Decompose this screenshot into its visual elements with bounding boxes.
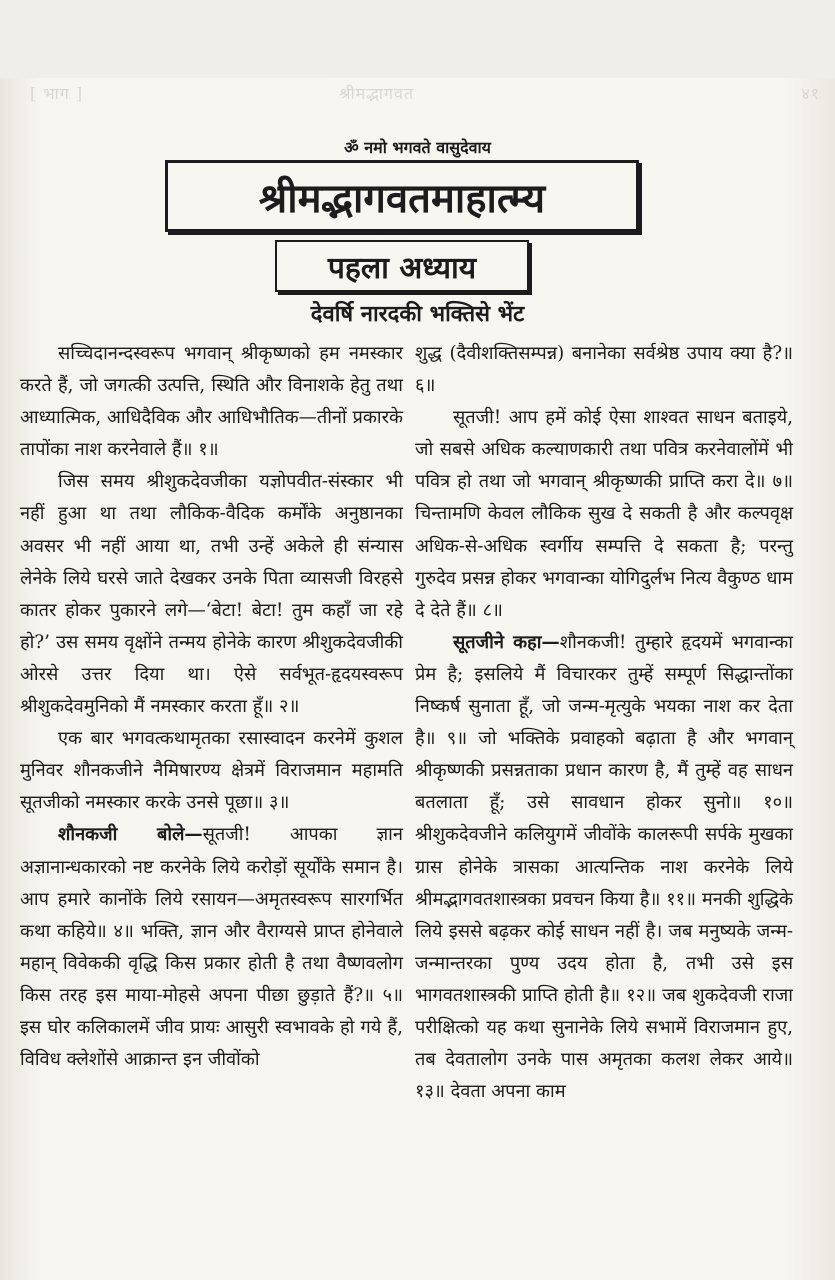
left-paragraph-4 — [20, 819, 403, 1076]
section-subtitle: देवर्षि नारदकी भक्तिसे भेंट — [310, 302, 525, 327]
chapter-heading: पहला अध्याय — [327, 250, 477, 286]
right-paragraph-2: सूतजी! आप हमें कोई ऐसा शाश्वत साधन बताइये, जो सबसे अधिक कल्याणकारी तथा पवित्र करनेवालोंमें भी पवित्र हो तथा जो भगवान् श्रीकृष्णकी प्राप्ति करा दे॥ ७॥ चिन्तामणि केवल लौकिक सुख दे सकती है और कल्पवृक्ष अधिक-से-अधिक स्वर्गीय सम्पत्ति दे सकता है; परन्तु गुरुदेव प्रसन्न होकर भगवान्का योगिदुर्लभ नित्य वैकुण्ठ धाम दे देते हैं॥ ८॥ — [415, 407, 793, 621]
speaker-lead-suta: सूतजीने कहा— — [453, 631, 560, 653]
page-title: श्रीमद्भागवतमाहात्म्य — [258, 175, 546, 222]
page-top-margin — [0, 0, 835, 78]
left-column — [20, 338, 403, 1076]
chapter-frame — [275, 240, 529, 292]
left-paragraph-1: सच्चिदानन्दस्वरूप भगवान् श्रीकृष्णको हम नमस्कार करते हैं, जो जगत्की उत्पत्ति, स्थिति और विनाशके हेतु तथा आध्यात्मिक, आधिदैविक और आधिभौतिक—तीनों प्रकारके तापोंका नाश करनेवाले हैं॥ १॥ — [20, 343, 403, 461]
ghost-header-right: ४१ — [801, 84, 820, 103]
bleed-through-header — [30, 82, 820, 104]
ghost-header-center: श्रीमद्भागवत — [339, 84, 414, 103]
right-paragraph-3-text: शौनकजी! तुम्हारे हृदयमें भगवान्का प्रेम है; इसलिये मैं विचारकर तुम्हें सम्पूर्ण सिद्धान्तोंका निष्कर्ष सुनाता हूँ, जो जन्म-मृत्युके भयका नाश कर देता है॥ ९॥ जो भक्तिके प्रवाहको बढ़ाता है और भगवान् श्रीकृष्णकी प्रसन्नताका प्रधान कारण है, मैं तुम्हें वह साधन बतलाता हूँ; उसे सावधान होकर सुनो॥ १०॥ श्रीशुकदेवजीने कलियुगमें जीवोंके कालरूपी सर्पके मुखका ग्रास होनेके त्रासका आत्यन्तिक नाश करनेके लिये श्रीमद्भागवतशास्त्रका प्रवचन किया है॥ ११॥ मनकी शुद्धिके लिये इससे बढ़कर कोई साधन नहीं है। जब मनुष्यके जन्म-जन्मान्तरका पुण्य उदय होता है, तभी उसे इस भागवतशास्त्रकी प्राप्ति होती है॥ १२॥ जब शुकदेवजी राजा परीक्षित्को यह कथा सुनानेके लिये सभामें विराजमान हुए, तब देवतालोग उनके पास अमृतका कलश लेकर आये॥ १३॥ देवता अपना काम — [415, 631, 793, 1103]
right-paragraph-3 — [415, 627, 793, 1108]
speaker-lead-shaunak: शौनकजी बोले— — [58, 824, 203, 846]
title-frame — [165, 160, 639, 232]
left-paragraph-2: जिस समय श्रीशुकदेवजीका यज्ञोपवीत-संस्कार भी नहीं हुआ था तथा लौकिक-वैदिक कर्मोंके अनुष्ठानका अवसर भी नहीं आया था, तभी उन्हें अकेले ही संन्यास लेनेके लिये घरसे जाते देखकर उनके पिता व्यासजी विरहसे कातर होकर पुकारने लगे—‘बेटा! बेटा! तुम कहाँ जा रहे हो?’ उस समय वृक्षोंने तन्मय होनेके कारण श्रीशुकदेवजीकी ओरसे उत्तर दिया था। ऐसे सर्वभूत-हृदयस्वरूप श्रीशुकदेवमुनिको मैं नमस्कार करता हूँ॥ २॥ — [20, 471, 403, 718]
left-paragraph-3: एक बार भगवत्कथामृतका रसास्वादन करनेमें कुशल मुनिवर शौनकजीने नैमिषारण्य क्षेत्रमें विराजमान महामति सूतजीको नमस्कार करके उनसे पूछा॥ ३॥ — [20, 728, 403, 814]
right-column — [415, 338, 793, 1108]
right-paragraph-1: शुद्ध (दैवीशक्तिसम्पन्न) बनानेका सर्वश्रेष्ठ उपाय क्या है?॥ ६॥ — [415, 343, 793, 397]
invocation-line: ॐ नमो भगवते वासुदेवाय — [344, 138, 491, 157]
left-paragraph-4-text: सूतजी! आपका ज्ञान अज्ञानान्धकारको नष्ट करनेके लिये करोड़ों सूर्योंके समान है। आप हमारे कानोंके लिये रसायन—अमृतस्वरूप सारगर्भित कथा कहिये॥ ४॥ भक्ति, ज्ञान और वैराग्यसे प्राप्त होनेवाले महान् विवेककी वृद्धि किस प्रकार होती है तथा वैष्णवलोग किस तरह इस माया-मोहसे अपना पीछा छुड़ाते हैं?॥ ५॥ इस घोर कलिकालमें जीव प्रायः आसुरी स्वभावके हो गये हैं, विविध क्लेशोंसे आक्रान्त इन जीवोंको — [20, 824, 403, 1071]
ghost-header-left: [ भाग ] — [30, 84, 84, 103]
